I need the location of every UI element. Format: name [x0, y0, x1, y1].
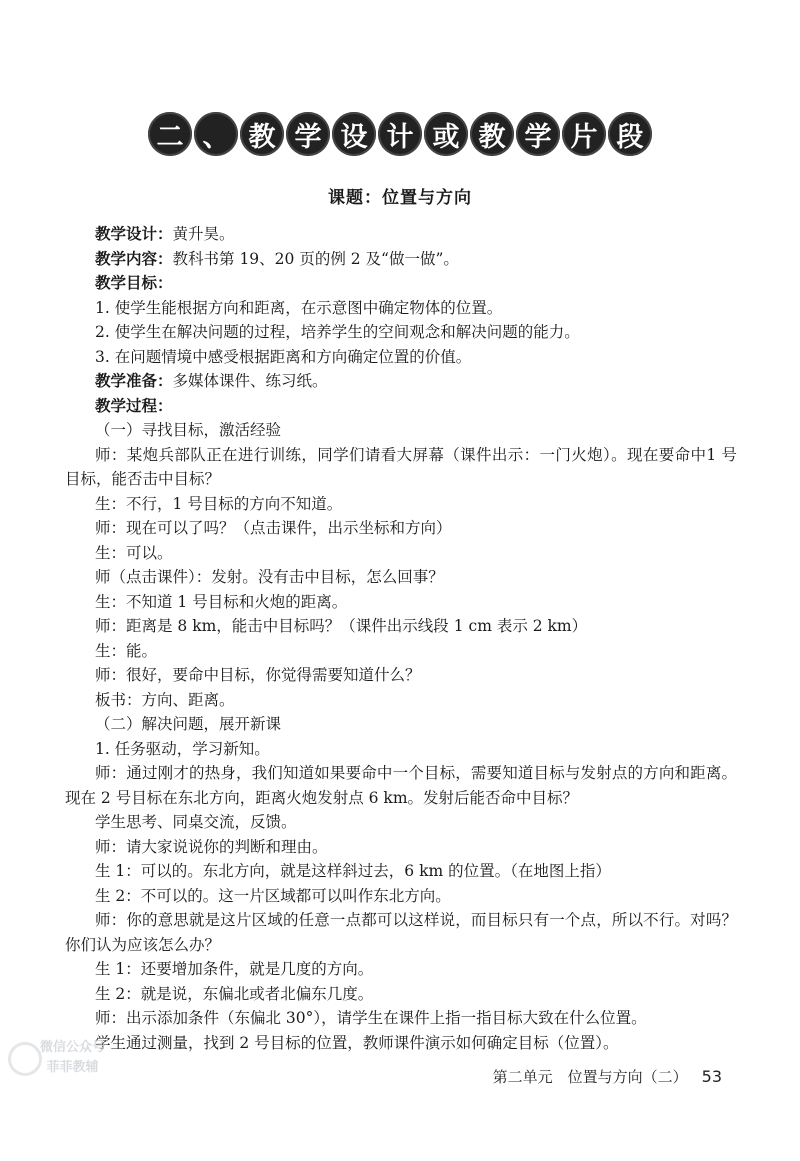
preparation: 教学准备：多媒体课件、练习纸。: [95, 372, 328, 390]
page-footer: [493, 1066, 722, 1087]
process-line: 师：现在可以了吗？（点击课件，出示坐标和方向）: [95, 519, 452, 537]
process-line: 生：不行，1 号目标的方向不知道。: [95, 494, 343, 513]
process-line: 师：出示添加条件（东偏北 30°），请学生在课件上指一指目标大致在什么位置。: [95, 1009, 647, 1027]
heading-char: 设: [332, 112, 376, 156]
process-line: 师：很好，要命中目标，你觉得需要知道什么？: [95, 666, 421, 684]
process-line: 1. 任务驱动，学习新知。: [95, 739, 270, 758]
document-body: [65, 222, 737, 1055]
watermark-logo-icon: [8, 1042, 42, 1076]
process-line: 师：请大家说说你的判断和理由。: [95, 837, 328, 856]
process-line: （二）解决问题，展开新课: [95, 715, 282, 733]
process-lines: [65, 418, 737, 1055]
heading-char: 教: [240, 112, 284, 156]
page-number: 53: [701, 1067, 722, 1086]
heading-char: 学: [516, 112, 560, 156]
section-heading: [0, 112, 800, 156]
process-line: 生：不知道 1 号目标和火炮的距离。: [95, 592, 348, 611]
process-line: 学生通过测量，找到 2 号目标的位置，教师课件演示如何确定目标（位置）。: [95, 1033, 619, 1052]
process-line: 生：可以。: [95, 543, 173, 562]
watermark: 微信公众号 菲菲教辅: [40, 1038, 105, 1078]
heading-char: 或: [424, 112, 468, 156]
objectives-label: 教学目标：: [95, 274, 173, 292]
objective-item: 3. 在问题情境中感受根据距离和方向确定位置的价值。: [95, 347, 472, 366]
process-line: 生：能。: [95, 641, 158, 660]
process-line: 生 2：不可以的。这一片区域都可以叫作东北方向。: [95, 886, 451, 905]
process-label: 教学过程：: [95, 396, 173, 415]
process-line: 生 1：可以的。东北方向，就是这样斜过去，6 km 的位置。（在地图上指）: [95, 862, 611, 880]
objective-item: 2. 使学生在解决问题的过程，培养学生的空间观念和解决问题的能力。: [95, 323, 580, 341]
heading-char: 二: [148, 112, 192, 156]
process-line: （一）寻找目标，激活经验: [95, 421, 282, 439]
heading-char: 、: [194, 112, 238, 156]
objective-item: 1. 使学生能根据方向和距离，在示意图中确定物体的位置。: [95, 298, 503, 317]
process-line: 师：通过刚才的热身，我们知道如果要命中一个目标，需要知道目标与发射点的方向和距离。现在 2 号目标在东北方向，距离火炮发射点 6 km。发射后能否命中目标？: [65, 764, 737, 807]
heading-char: 教: [470, 112, 514, 156]
process-line: 师（点击课件）：发射。没有击中目标，怎么回事？: [95, 568, 444, 586]
heading-char: 片: [562, 112, 606, 156]
meta-designer: 教学设计：黄升昊。: [95, 225, 235, 243]
process-line: 师：你的意思就是这片区域的任意一点都可以这样说，而目标只有一个点，所以不行。对吗？你们认为应该怎么办？: [65, 911, 737, 954]
process-line: 生 1：还要增加条件，就是几度的方向。: [95, 960, 374, 978]
process-line: 板书：方向、距离。: [95, 690, 235, 709]
footer-unit: 第二单元 位置与方向（二）: [492, 1068, 688, 1086]
heading-char: 计: [378, 112, 422, 156]
process-line: 学生思考、同桌交流，反馈。: [95, 813, 297, 831]
process-line: 师：某炮兵部队正在进行训练，同学们请看大屏幕（课件出示：一门火炮）。现在要命中1 号目标，能否击中目标？: [65, 445, 737, 488]
lesson-title: 课题：位置与方向: [328, 188, 472, 208]
meta-content: 教学内容：教科书第 19、20 页的例 2 及“做一做”。: [95, 249, 459, 268]
process-line: 生 2：就是说，东偏北或者北偏东几度。: [95, 984, 374, 1003]
process-line: 师：距离是 8 km，能击中目标吗？（课件出示线段 1 cm 表示 2 km）: [95, 617, 588, 635]
heading-char: 段: [608, 112, 652, 156]
heading-char: 学: [286, 112, 330, 156]
